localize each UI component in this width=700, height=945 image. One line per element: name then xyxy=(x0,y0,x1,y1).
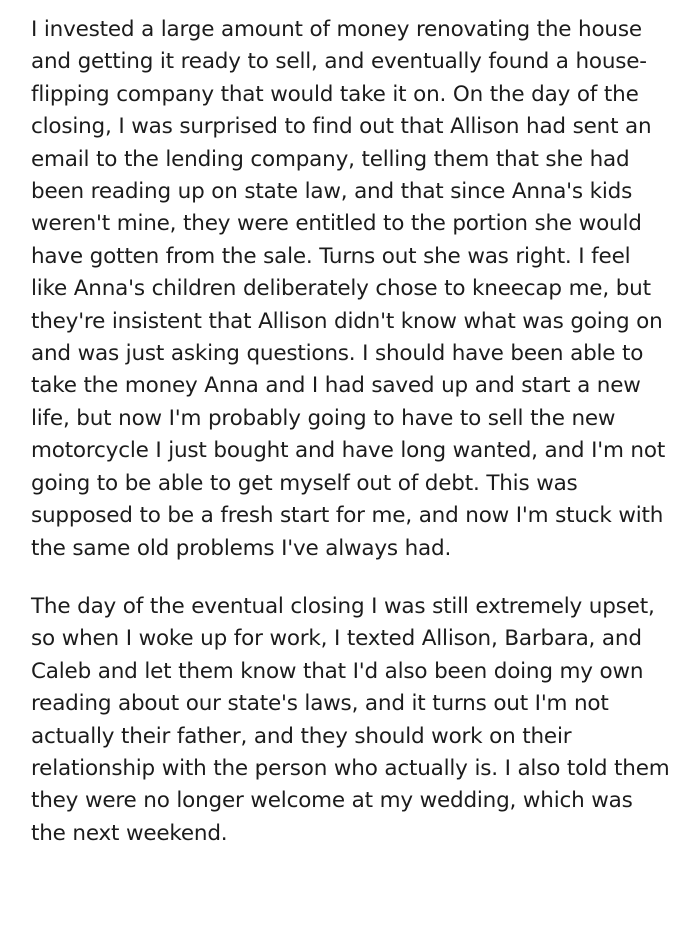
paragraph-2: The day of the eventual closing I was still extremely upset, so when I woke up for work, I texted Allison, Barbara, and Caleb and let them know that I'd also been doing my own reading about our state's laws, and it turns out I'm not actually their father, and they should work on their relationship with the person who actually is. I also told them they were no longer welcome at my wedding, which was the next weekend. xyxy=(31,593,670,846)
paragraph-1: I invested a large amount of money renovating the house and getting it ready to sell, and eventually found a house-flipping company that would take it on. On the day of the closing, I was surprised to find out that Allison had sent an email to the lending company, telling them that she had been reading up on state law, and that since Anna's kids weren't mine, they were entitled to the portion she would have gotten from the sale. Turns out she was right. I feel like Anna's children deliberately chose to kneecap me, but they're insistent that Allison didn't know what was going on and was just asking questions. I should have been able to take the money Anna and I had saved up and start a new life, but now I'm probably going to have to sell the new motorcycle I just bought and have long wanted, and I'm not going to be able to get myself out of debt. This was supposed to be a fresh start for me, and now I'm stuck with the same old problems I've always had. xyxy=(31,17,666,561)
